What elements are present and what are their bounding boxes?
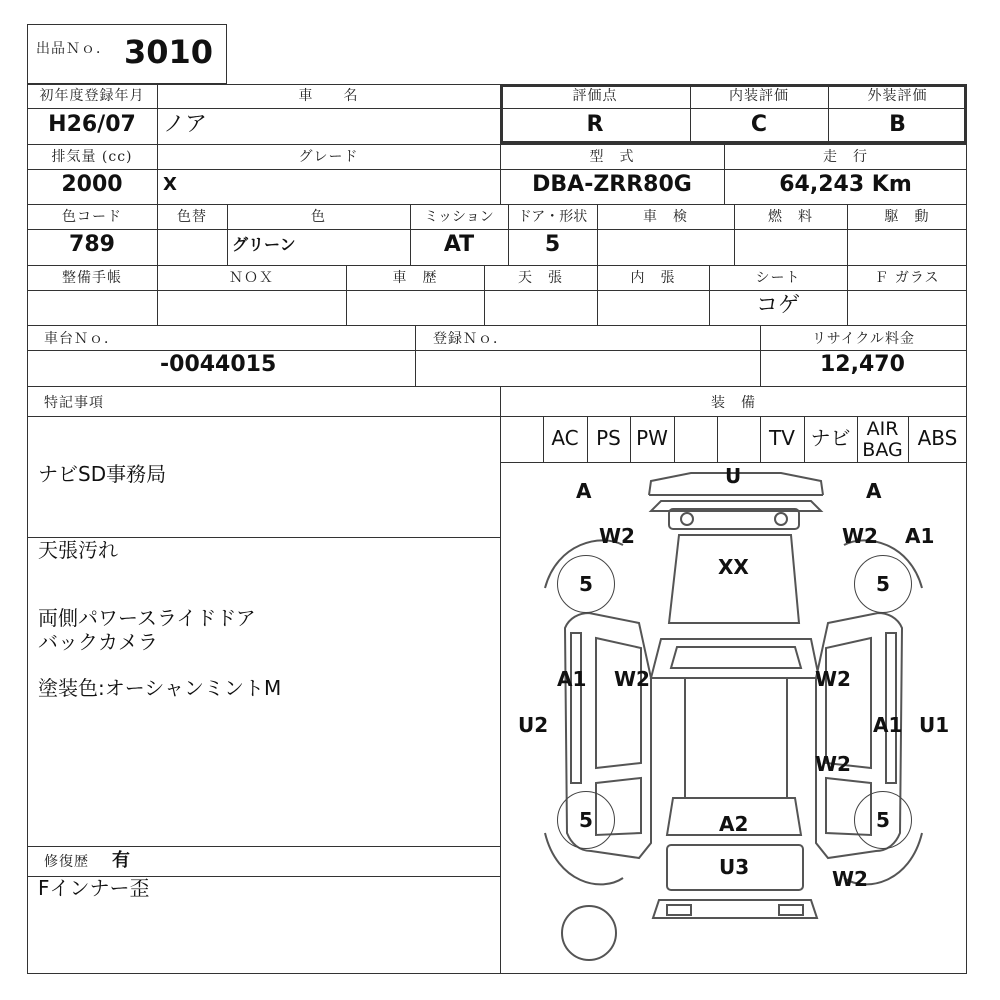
score-value: R xyxy=(586,112,604,137)
first-reg-value: H26/07 xyxy=(48,112,136,137)
color-code-value: 789 xyxy=(69,232,115,257)
equip-pw: PW xyxy=(636,426,668,450)
color-label: 色 xyxy=(311,209,326,225)
inspection-label: 車 検 xyxy=(643,209,688,225)
color-value: グリーン xyxy=(232,235,296,254)
maintenance-label: 整備手帳 xyxy=(62,270,122,286)
mission-label: ミッション xyxy=(424,209,494,225)
model-label: 型 式 xyxy=(589,149,635,165)
repair-detail: Fインナー歪 xyxy=(38,876,150,900)
equipment-label: 装 備 xyxy=(711,395,756,411)
car-name-value: ノア xyxy=(163,112,208,137)
damage-front-right-w2: W2 xyxy=(842,524,878,548)
equip-ac: AC xyxy=(551,426,579,450)
model-value: DBA-ZRR80G xyxy=(532,172,692,197)
damage-left-w2: W2 xyxy=(614,667,650,691)
glass-label: Ｆ ガラス xyxy=(874,270,940,286)
damage-front-right-a: A xyxy=(866,479,882,503)
equip-abs: ABS xyxy=(917,426,958,450)
color-change-label: 色替 xyxy=(177,209,207,225)
damage-left-a1: A1 xyxy=(557,667,587,691)
door-label: ドア・形状 xyxy=(517,209,588,225)
damage-front-left-w2: W2 xyxy=(599,524,635,548)
tire-front-right: 5 xyxy=(854,555,912,613)
lot-label: 出品Ｎｏ． xyxy=(36,41,111,57)
mission-value: AT xyxy=(443,232,475,257)
damage-right-w2-lower: W2 xyxy=(815,752,851,776)
chassis-label: 車台Ｎｏ． xyxy=(44,331,119,347)
exterior-value: B xyxy=(889,112,906,137)
damage-left-u2: U2 xyxy=(518,713,549,737)
lot-number: 3010 xyxy=(124,33,214,71)
exterior-label: 外装評価 xyxy=(867,88,928,104)
tire-front-left: 5 xyxy=(557,555,615,613)
drive-label: 駆 動 xyxy=(884,209,930,225)
mileage-value: 64,243 Km xyxy=(779,172,912,197)
history-label: 車 歴 xyxy=(392,270,438,286)
tire-rear-right: 5 xyxy=(854,791,912,849)
remark-line-5: 塗装色:オーシャンミントM xyxy=(38,676,282,700)
repair-value: 有 xyxy=(112,850,130,871)
seat-label: シート xyxy=(755,270,801,286)
remark-line-1: ナビSD事務局 xyxy=(38,462,167,486)
interior-label: 内装評価 xyxy=(729,88,789,104)
damage-rear-a2: A2 xyxy=(719,812,749,836)
color-code-label: 色コード xyxy=(62,209,122,225)
remark-line-3: 両側パワースライドドア xyxy=(38,606,256,630)
chassis-value: -0044015 xyxy=(160,352,277,377)
equip-airbag: AIR BAG xyxy=(862,418,903,461)
interior-value: C xyxy=(750,112,768,137)
mileage-label: 走 行 xyxy=(823,149,868,165)
displacement-value: 2000 xyxy=(61,172,123,197)
remarks-label: 特記事項 xyxy=(44,395,104,411)
displacement-label: 排気量 (cc) xyxy=(51,149,133,165)
registration-label: 登録Ｎｏ． xyxy=(433,331,508,347)
damage-front-top: U xyxy=(725,464,742,488)
damage-rear-u3: U3 xyxy=(719,855,750,879)
damage-front-right-a1: A1 xyxy=(905,524,935,548)
equip-navi: ナビ xyxy=(810,426,851,450)
fuel-label: 燃 料 xyxy=(768,209,813,225)
door-value: 5 xyxy=(544,232,561,257)
damage-rear-right-w2: W2 xyxy=(832,867,868,891)
grade-value: X xyxy=(163,174,177,195)
recycle-value: 12,470 xyxy=(820,352,905,377)
equip-ps: PS xyxy=(596,426,621,450)
first-reg-label: 初年度登録年月 xyxy=(39,88,145,104)
roof-label: 天 張 xyxy=(518,270,563,286)
recycle-label: リサイクル料金 xyxy=(811,331,916,347)
score-label: 評価点 xyxy=(572,88,618,104)
tire-rear-left: 5 xyxy=(557,791,615,849)
damage-hood: XX xyxy=(718,555,749,579)
repair-label: 修復歴 xyxy=(44,854,89,870)
car-name-label: 車 名 xyxy=(298,88,359,104)
damage-right-w2: W2 xyxy=(815,667,851,691)
seat-value: コゲ xyxy=(755,293,800,318)
equip-tv: TV xyxy=(769,426,795,450)
remark-line-4: バックカメラ xyxy=(38,630,158,654)
remark-line-2: 天張汚れ xyxy=(38,538,118,562)
damage-right-a1: A1 xyxy=(873,713,903,737)
inner-label: 内 張 xyxy=(630,270,676,286)
damage-front-left-a: A xyxy=(576,479,592,503)
grade-label: グレード xyxy=(298,149,359,165)
nox-label: ＮＯＸ xyxy=(229,270,274,286)
damage-right-u1: U1 xyxy=(919,713,950,737)
